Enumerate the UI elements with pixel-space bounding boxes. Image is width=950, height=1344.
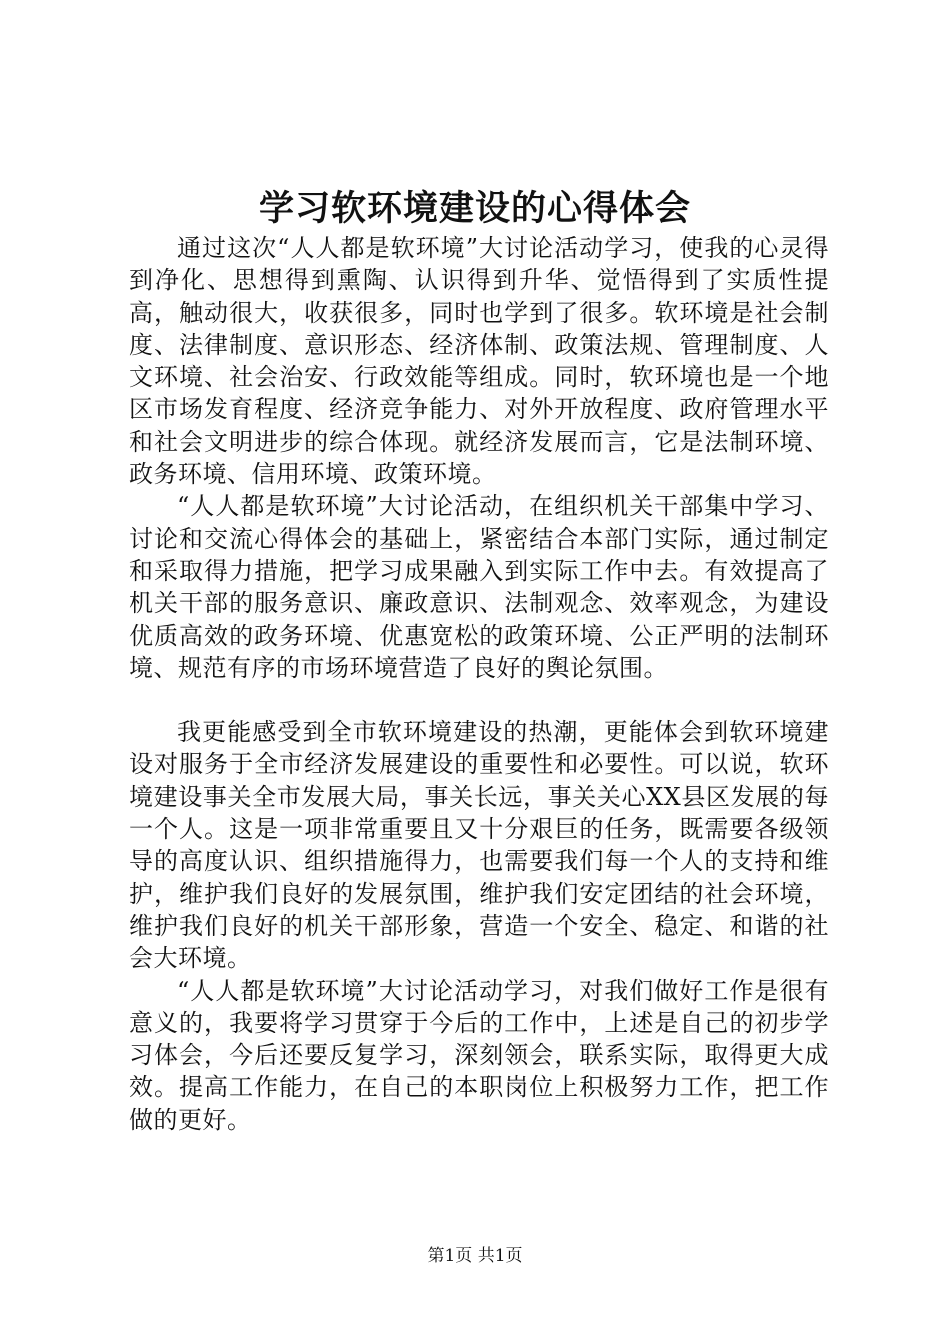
paragraph-spacer (129, 684, 829, 716)
document-body (129, 232, 829, 1136)
paragraph-3: 我更能感受到全市软环境建设的热潮，更能体会到软环境建设对服务于全市经济发展建设的重要性和必要性。可以说，软环境建设事关全市发展大局，事关长远，事关关心XX县区发展的每一个人。这是一项非常重要且又十分艰巨的任务，既需要各级领导的高度认识、组织措施得力，也需要我们每一个人的支持和维护，维护我们良好的发展氛围，维护我们安定团结的社会环境，维护我们良好的机关干部形象，营造一个安全、稳定、和谐的社会大环境。 (129, 718, 829, 973)
paragraph-4: “人人都是软环境”大讨论活动学习，对我们做好工作是很有意义的，我要将学习贯穿于今后的工作中，上述是自己的初步学习体会，今后还要反复学习，深刻领会，联系实际，取得更大成效。提高工作能力，在自己的本职岗位上积极努力工作，把工作做的更好。 (129, 976, 829, 1134)
document-title: 学习软环境建设的心得体会 (258, 188, 691, 229)
paragraph-2: “人人都是软环境”大讨论活动，在组织机关干部集中学习、讨论和交流心得体会的基础上，紧密结合本部门实际，通过制定和采取得力措施，把学习成果融入到实际工作中去。有效提高了机关干部的服务意识、廉政意识、法制观念、效率观念，为建设优质高效的政务环境、优惠宽松的政策环境、公正严明的法制环境、规范有序的市场环境营造了良好的舆论氛围。 (129, 492, 829, 682)
paragraph-1: 通过这次“人人都是软环境”大讨论活动学习，使我的心灵得到净化、思想得到熏陶、认识得到升华、觉悟得到了实质性提高，触动很大，收获很多，同时也学到了很多。软环境是社会制度、法律制度、意识形态、经济体制、政策法规、管理制度、人文环境、社会治安、行政效能等组成。同时，软环境也是一个地区市场发育程度、经济竞争能力、对外开放程度、政府管理水平和社会文明进步的综合体现。就经济发展而言，它是法制环境、政务环境、信用环境、政策环境。 (129, 234, 829, 489)
page-number-footer: 第1页 共1页 (427, 1246, 523, 1266)
